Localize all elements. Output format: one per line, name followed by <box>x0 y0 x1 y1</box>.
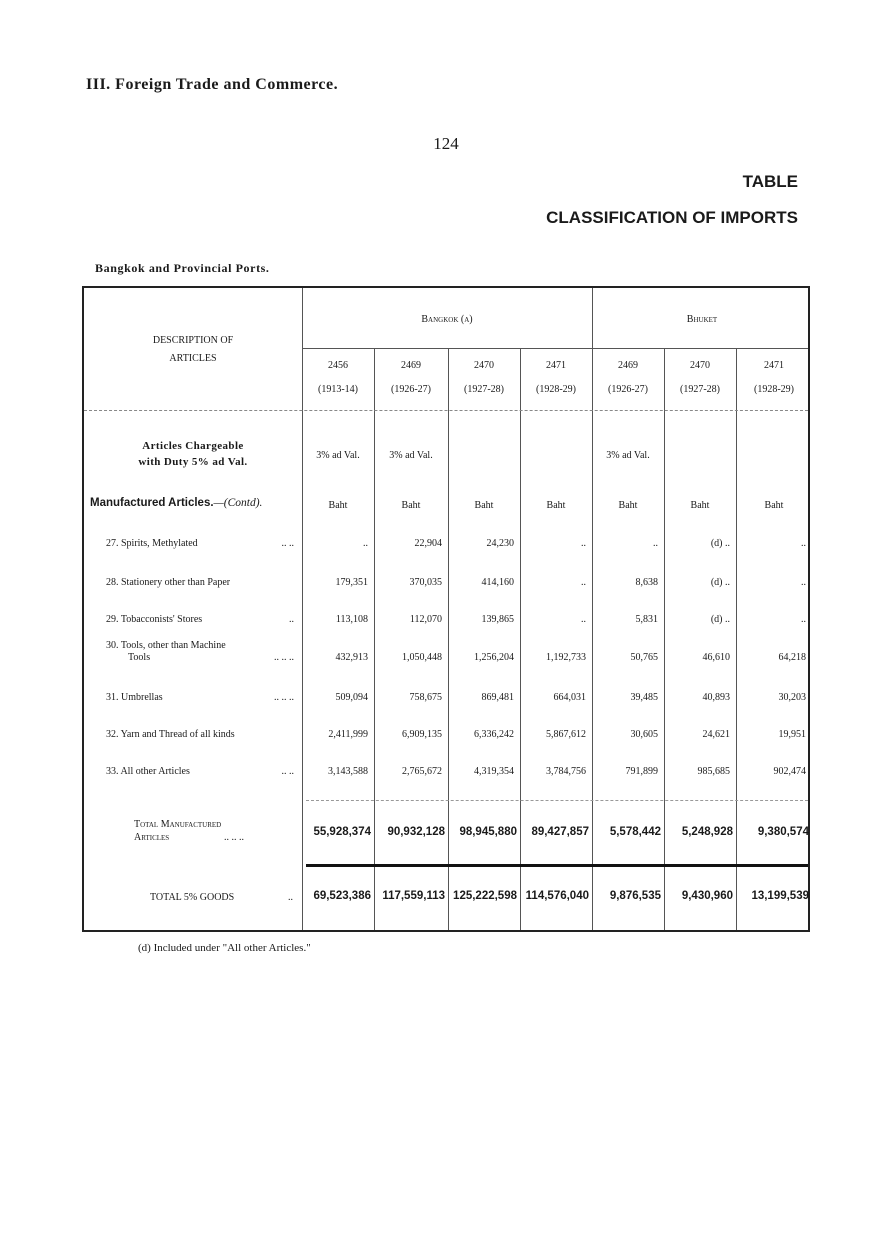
footnote: (d) Included under "All other Articles." <box>138 942 311 954</box>
row-value: 2,765,672 <box>402 766 442 777</box>
row-value: .. <box>653 538 658 549</box>
row-value: 179,351 <box>335 577 368 588</box>
bangkok-header: Bangkok (a) <box>421 314 473 325</box>
year-header: 2471 <box>546 360 566 371</box>
row-dots: .. .. <box>281 538 294 549</box>
period-header: (1927-28) <box>680 384 720 395</box>
total-goods-value: 114,576,040 <box>525 890 589 902</box>
page-number: 124 <box>433 134 459 153</box>
total-manufactured-line1: Total Manufactured <box>134 819 222 830</box>
row-value: .. <box>801 614 806 625</box>
row-value: .. <box>581 538 586 549</box>
header-bottom-rule <box>84 410 808 411</box>
row-label: 31. Umbrellas <box>106 692 163 703</box>
period-header: (1928-29) <box>536 384 576 395</box>
row-value: 64,218 <box>778 652 806 663</box>
row-value: .. <box>801 538 806 549</box>
row-value: 46,610 <box>702 652 730 663</box>
column-divider <box>448 348 449 930</box>
row-value: 370,035 <box>409 577 442 588</box>
duty-note: 3% ad Val. <box>389 450 433 461</box>
row-value: 24,230 <box>486 538 514 549</box>
row-value: .. <box>581 614 586 625</box>
unit-label: Baht <box>618 500 638 511</box>
chargeable-label-line2: with Duty 5% ad Val. <box>138 456 248 468</box>
unit-label: Baht <box>546 500 566 511</box>
row-value: .. <box>581 577 586 588</box>
total-goods-value: 117,559,113 <box>382 890 445 902</box>
row-value: 414,160 <box>481 577 514 588</box>
total-manufactured-value: 90,932,128 <box>387 826 445 838</box>
row-value: 1,256,204 <box>474 652 514 663</box>
column-divider <box>664 348 665 930</box>
row-value: 112,070 <box>409 614 442 625</box>
imports-table <box>82 286 810 932</box>
column-divider <box>736 348 737 930</box>
row-value: 30,203 <box>778 692 806 703</box>
total-manufactured-value: 5,578,442 <box>609 826 661 838</box>
contd-label: —(Contd). <box>213 497 263 509</box>
year-header: 2470 <box>474 360 494 371</box>
row-dots: .. .. .. <box>274 652 294 663</box>
column-divider <box>520 348 521 930</box>
row-value: (d) .. <box>710 538 730 549</box>
row-value: 113,108 <box>335 614 368 625</box>
year-header: 2471 <box>764 360 784 371</box>
row-label: 33. All other Articles <box>106 766 190 777</box>
row-value: .. <box>363 538 368 549</box>
row-value: 39,485 <box>630 692 658 703</box>
duty-note: 3% ad Val. <box>316 450 360 461</box>
row-label: 29. Tobacconists' Stores <box>106 614 203 625</box>
total-goods-label: TOTAL 5% GOODS <box>150 892 235 903</box>
total-manufactured-dots: .. .. .. <box>224 832 244 843</box>
row-value: 1,050,448 <box>402 652 442 663</box>
row-value: 5,867,612 <box>546 729 586 740</box>
row-value: 509,094 <box>335 692 368 703</box>
unit-label: Baht <box>401 500 421 511</box>
year-header: 2456 <box>328 360 348 371</box>
total-goods-dots: .. <box>288 892 293 903</box>
unit-label: Baht <box>328 500 348 511</box>
row-value: 6,336,242 <box>474 729 514 740</box>
row-label: 30. Tools, other than Machine <box>106 640 226 651</box>
row-label: 32. Yarn and Thread of all kinds <box>106 729 235 740</box>
row-value: 758,675 <box>409 692 442 703</box>
chargeable-label <box>84 438 302 470</box>
row-value: (d) .. <box>710 577 730 588</box>
row-value: 3,143,588 <box>328 766 368 777</box>
row-value: 19,951 <box>778 729 806 740</box>
total-goods-value: 9,430,960 <box>681 890 733 902</box>
row-value: 40,893 <box>702 692 730 703</box>
total-manufactured-line2: Articles <box>134 832 170 843</box>
row-value: 791,899 <box>625 766 658 777</box>
unit-label: Baht <box>690 500 710 511</box>
period-header: (1913-14) <box>318 384 358 395</box>
unit-label: Baht <box>474 500 494 511</box>
row-value: 6,909,135 <box>402 729 442 740</box>
total-double-rule <box>306 864 808 867</box>
row-label: 28. Stationery other than Paper <box>106 577 231 588</box>
row-value: 139,865 <box>481 614 514 625</box>
period-header: (1926-27) <box>391 384 431 395</box>
bhuket-header: Bhuket <box>686 314 718 325</box>
row-label-cont: Tools <box>128 652 151 663</box>
row-value: 2,411,999 <box>328 729 368 740</box>
year-header: 2469 <box>618 360 638 371</box>
row-value: 30,605 <box>630 729 658 740</box>
unit-label: Baht <box>764 500 784 511</box>
row-value: 24,621 <box>702 729 730 740</box>
row-value: 8,638 <box>635 577 658 588</box>
ports-label: Bangkok and Provincial Ports. <box>95 261 270 275</box>
total-manufactured-value: 89,427,857 <box>531 826 589 838</box>
chargeable-label-line1: Articles Chargeable <box>142 440 244 452</box>
classification-title: CLASSIFICATION OF IMPORTS <box>546 208 798 227</box>
total-manufactured-value: 5,248,928 <box>681 826 733 838</box>
total-top-rule <box>306 800 808 801</box>
year-header: 2470 <box>690 360 710 371</box>
total-manufactured-label <box>134 818 221 844</box>
manufactured-heading <box>90 497 262 509</box>
total-manufactured-value: 55,928,374 <box>313 826 371 838</box>
row-value: 985,685 <box>697 766 730 777</box>
period-header: (1926-27) <box>608 384 648 395</box>
row-dots: .. .. <box>281 766 294 777</box>
year-header: 2469 <box>401 360 421 371</box>
row-dots: .. .. .. <box>274 692 294 703</box>
row-value: 3,784,756 <box>546 766 586 777</box>
row-value: .. <box>801 577 806 588</box>
total-goods-value: 125,222,598 <box>453 890 517 902</box>
total-goods-value: 69,523,386 <box>313 890 371 902</box>
column-divider <box>374 348 375 930</box>
table-label: TABLE <box>742 172 798 191</box>
manufactured-label: Manufactured Articles. <box>90 497 214 509</box>
row-value: 432,913 <box>335 652 368 663</box>
row-value: 4,319,354 <box>474 766 514 777</box>
description-header-line2: ARTICLES <box>169 353 217 364</box>
row-value: 902,474 <box>773 766 806 777</box>
total-goods-value: 13,199,539 <box>751 890 809 902</box>
row-value: 50,765 <box>630 652 658 663</box>
row-value: 869,481 <box>481 692 514 703</box>
row-dots: .. <box>289 614 294 625</box>
row-value: 22,904 <box>414 538 442 549</box>
total-manufactured-value: 9,380,574 <box>757 826 809 838</box>
description-header <box>84 332 302 368</box>
row-value: 664,031 <box>553 692 586 703</box>
row-label: 27. Spirits, Methylated <box>106 538 198 549</box>
period-header: (1927-28) <box>464 384 504 395</box>
duty-note: 3% ad Val. <box>606 450 650 461</box>
total-manufactured-value: 98,945,880 <box>459 826 517 838</box>
row-value: 5,831 <box>635 614 658 625</box>
section-heading: III. Foreign Trade and Commerce. <box>86 76 339 93</box>
row-value: 1,192,733 <box>546 652 586 663</box>
period-header: (1928-29) <box>754 384 794 395</box>
header-rule <box>302 348 808 349</box>
row-value: (d) .. <box>710 614 730 625</box>
total-goods-value: 9,876,535 <box>609 890 661 902</box>
description-header-line1: DESCRIPTION OF <box>152 335 234 346</box>
